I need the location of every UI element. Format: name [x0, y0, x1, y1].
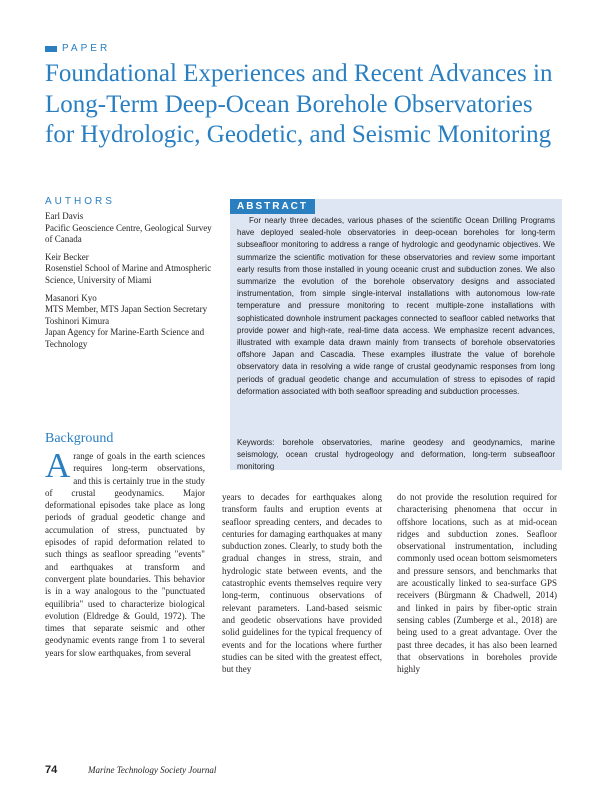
author-name: Keir Becker — [45, 251, 89, 262]
author-name: Toshinori Kimura — [45, 315, 110, 326]
abstract-label: ABSTRACT — [230, 199, 315, 214]
authors-list — [45, 211, 220, 357]
body-column-1 — [45, 446, 205, 659]
author-entry — [45, 211, 220, 246]
author-name: Masanori Kyo — [45, 292, 97, 303]
body-column-2: years to decades for earthquakes along transform faults and eruption events at seafloor spreading centers, and decades to centuries for damaging earthquakes at many subduction zones. Clearly, to study both the gradual changes in stress, strain, and hydrologic state between events, and the catastrophic events themselves require very long-term, continuous observations of relevant parameters. Land-based seismic and geodetic observations have provided solid guidelines for the typical frequency of events and for the locations where further studies can be sited with the greatest effect, but they — [222, 492, 382, 675]
background-heading: Background — [45, 431, 114, 446]
author-affiliation: Japan Agency for Marine-Earth Science and Technology — [45, 327, 205, 349]
author-entry — [45, 316, 220, 351]
authors-heading: AUTHORS — [45, 196, 115, 207]
body-column-3: do not provide the resolution required for characterising phenomena that occur in offshore locations, such as at mid-ocean ridges and subduction zones. Seafloor observational instrumentation, including commonly used ocean bottom seismometers and pressure sensors, and benchmarks that are acoustically linked to sea-surface GPS receivers (Bürgmann & Chadwell, 2014) and linked in pairs by fiber-optic strain sensing cables (Zumberge et al., 2018) are being used to a great advantage. Over the past three decades, it has also been learned that observations in boreholes provide highly — [397, 492, 557, 675]
journal-name: Marine Technology Society Journal — [88, 765, 217, 775]
body-column-1-text: range of goals in the earth sciences requires long-term observations, and this is certainly true in the study of crustal geodynamics. Major deformational episodes take place as long periods of gradual geodetic change and accumulation of stress, punctuated by episodes of rapid deformation related to such things as seafloor spreading "events" and earthquakes at transform and convergent plate boundaries. This behavior is in a way analogous to the "punctuated equilibria" used to characterize biological evolution (Eldredge & Gould, 1972). The times that separate seismic and other geodynamic events range from 1 to several years for slow earthquakes, from several — [45, 451, 205, 658]
abstract-keywords: Keywords: borehole observatories, marine geodesy and geodynamics, marine seismology, ocean crustal hydrogeology and deformation, long-term subseafloor monitoring — [237, 438, 555, 471]
drop-cap: A — [45, 446, 71, 485]
author-affiliation: MTS Member, MTS Japan Section Secretary — [45, 304, 208, 315]
page-number: 74 — [45, 764, 58, 776]
abstract-text: For nearly three decades, various phases of the scientific Ocean Drilling Programs have deployed sealed-hole observatories in deep-ocean boreholes for long-term subseafloor monitoring to address a range of hydrologic and geodynamic objectives. We summarize the scientific motivation for these observatories and review some important early results from those installed in young oceanic crust and subduction zones. We also summarize the evolution of the borehole observatory designs and associated instrumentation, from simple single-interval installations with autonomous low-rate temperature and pressure monitoring to recent multiple-zone installations with sophisticated downhole instrument packages connected to seafloor cabled networks that provide power and high-rate, real-time data access. We emphasize recent advances, illustrated with example data drawn mainly from transects of borehole observatories offshore Japan and Cascadia. These examples illustrate the value of borehole observatory data in resolving a wide range of crustal geodynamic responses from long periods of gradual geodetic change and accumulation of stress to episodes of rapid deformation associated with both seafloor spreading and subduction processes. — [237, 216, 555, 396]
article-title: Foundational Experiences and Recent Advances in Long-Term Deep-Ocean Borehole Observatories for Hydrologic, Geodetic, and Seismic Monitoring — [45, 60, 553, 149]
author-entry — [45, 252, 220, 287]
author-affiliation: Pacific Geoscience Centre, Geological Survey of Canada — [45, 222, 212, 245]
section-kicker — [45, 43, 110, 54]
author-name: Earl Davis — [45, 211, 84, 221]
author-affiliation: Rosenstiel School of Marine and Atmospheric Science, University of Miami — [45, 263, 212, 285]
section-label: PAPER — [62, 43, 111, 54]
section-marker-icon — [45, 46, 57, 52]
author-entry — [45, 293, 220, 316]
